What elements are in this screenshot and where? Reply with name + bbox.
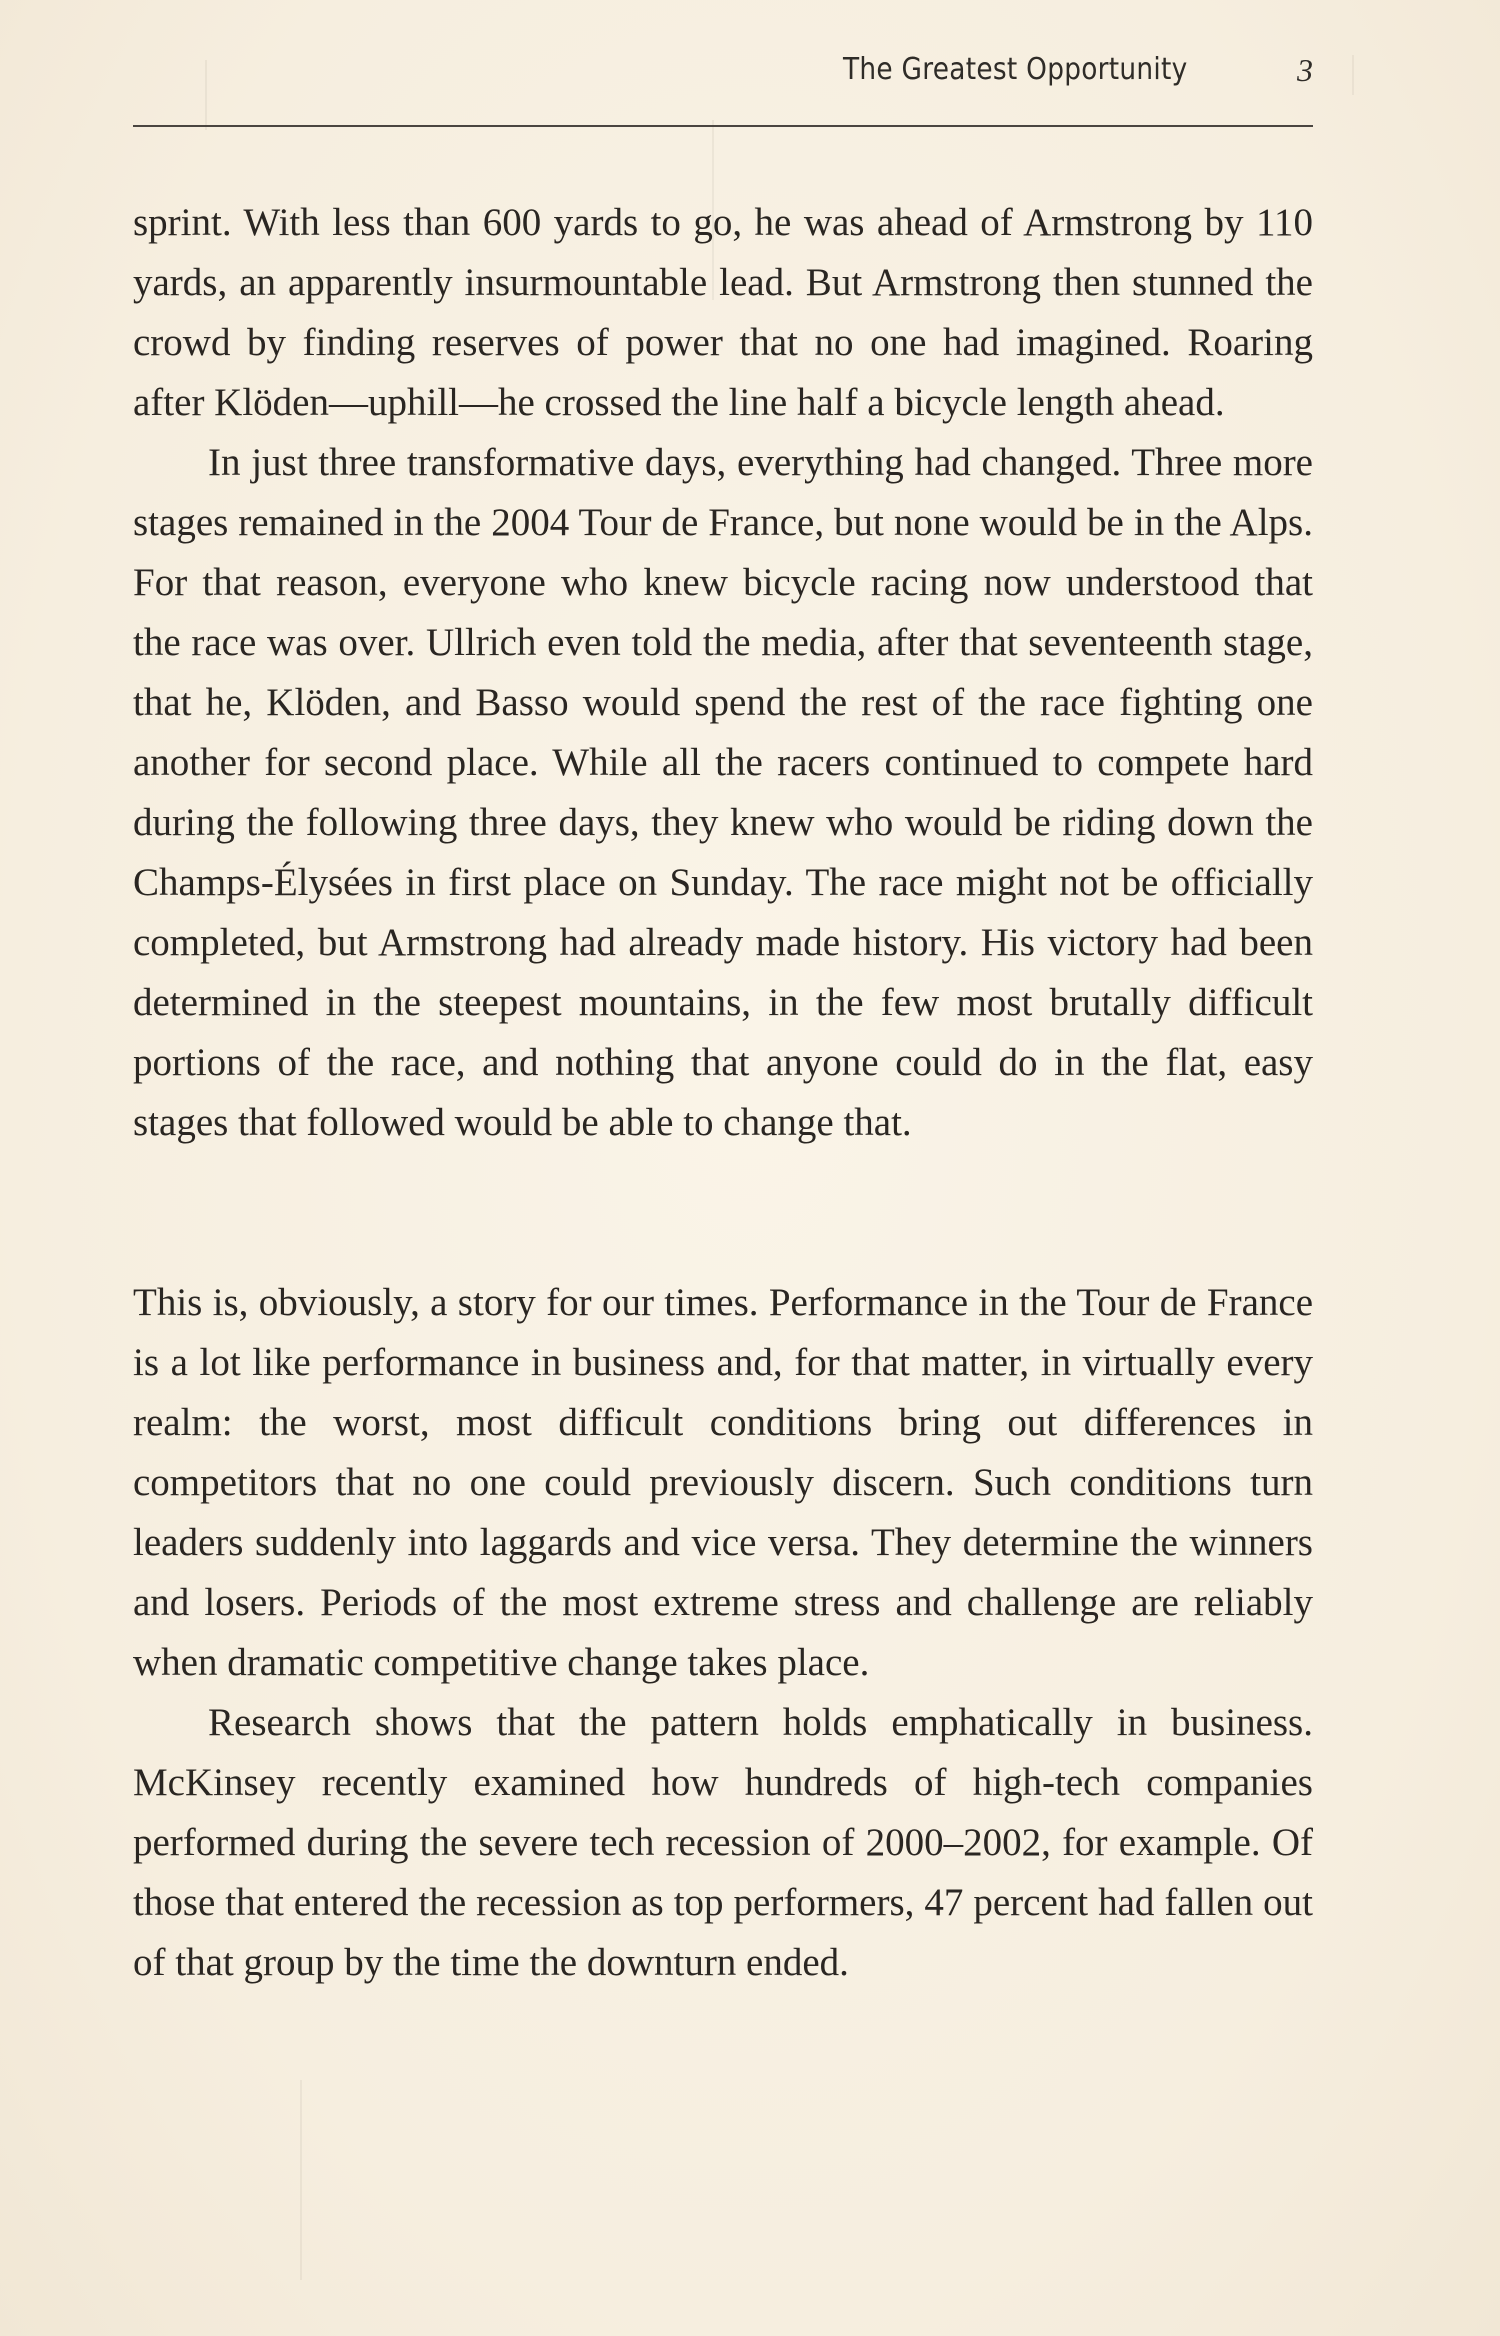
paragraph: In just three transformative days, everything had changed. Three more stages remained in the 2004 Tour de France, but none would be in the Alps. For that reason, everyone who knew bicycle racing now understood that the race was over. Ullrich even told the media, after that seventeenth stage, that he, Klöden, and Basso would spend the rest of the race fighting one another for second place. While all the racers continued to compete hard during the following three days, they knew who would be riding down the Champs-Élysées in first place on Sunday. The race might not be officially completed, but Armstrong had already made history. His victory had been determined in the steepest mountains, in the few most brutally difficult portions of the race, and nothing that anyone could do in the flat, easy stages that followed would be able to change that.	[133, 441, 1313, 1144]
header-rule	[133, 125, 1313, 127]
paragraph: This is, obviously, a story for our times. Performance in the Tour de France is a lot like performance in business and, for that matter, in virtually every realm: the worst, most difficult conditions bring out differences in competitors that no one could previously discern. Such conditions turn leaders suddenly into laggards and vice versa. They determine the winners and losers. Periods of the most extreme stress and challenge are reliably when dramatic competitive change takes place.	[133, 1281, 1313, 1684]
scan-mark-right	[1352, 55, 1354, 95]
body-text	[133, 193, 1313, 1993]
scan-mark-bottom	[300, 2080, 302, 2280]
page-number: 3	[1297, 52, 1313, 88]
paragraph: sprint. With less than 600 yards to go, he was ahead of Armstrong by 110 yards, an apparently insurmountable lead. But Armstrong then stunned the crowd by finding reserves of power that no one had imagined. Roaring after Klöden—uphill—he crossed the line half a bicycle length ahead.	[133, 201, 1313, 424]
running-head: The Greatest Opportunity	[842, 52, 1187, 87]
paragraph: Research shows that the pattern holds emphatically in business. McKinsey recently examined how hundreds of high-tech companies performed during the severe tech recession of 2000–2002, for example. Of those that entered the recession as top performers, 47 percent had fallen out of that group by the time the downturn ended.	[133, 1701, 1313, 1984]
page-header	[133, 52, 1313, 96]
